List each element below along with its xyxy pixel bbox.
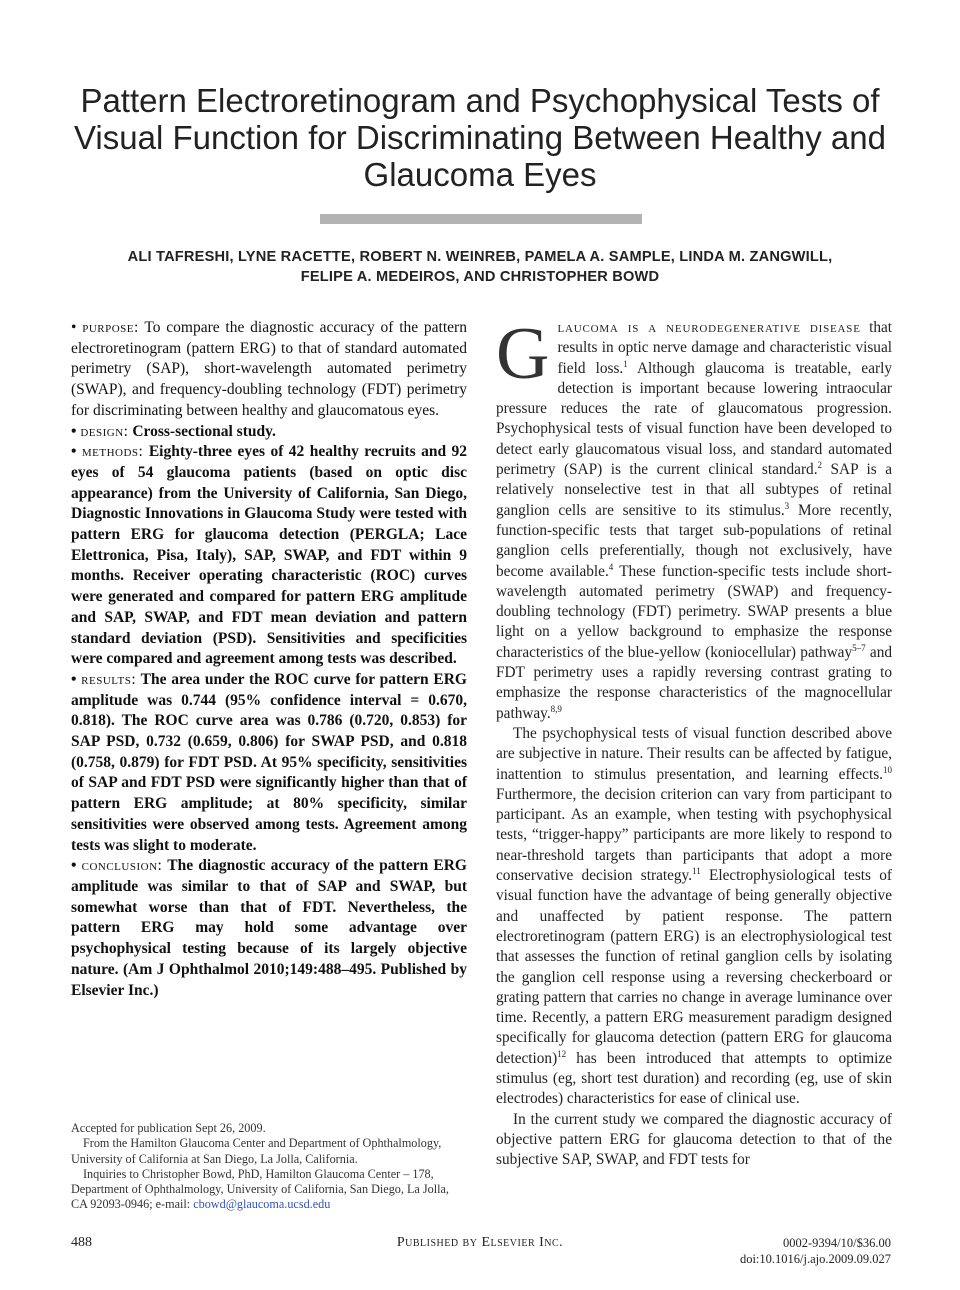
ref-link[interactable]: 12 [557, 1048, 567, 1059]
paragraph-1 [496, 313, 893, 724]
p1-text-d: More recently, function-specific tests that target sub-populations of retinal ganglion cells preferentially, though not exclusively, have become available. [496, 501, 892, 580]
ref-link[interactable]: 3 [784, 500, 790, 511]
ref-link[interactable]: 4 [608, 561, 614, 572]
affiliation-note: From the Hamilton Glaucoma Center and Department of Ophthalmology, University of California at San Diego, La Jolla, California. [71, 1136, 442, 1166]
methods-label: methods: [81, 443, 144, 461]
p1-text-a: that results in optic nerve damage and characteristic visual field loss. [557, 319, 893, 377]
ref-link[interactable]: 5–7 [852, 642, 866, 653]
abstract-design: • design: Cross-sectional study. [71, 422, 276, 440]
p2-text-c: Electrophysiological tests of visual function have the advantage of being generally objective and unaffected by patient response. The pattern electroretinogram (pattern ERG) is an electrophysiological test that assesses the function of retinal ganglion cells by isolating the ganglion cell response using a reversing checkerboard or grating pattern that carries no change in average luminance over time. Recently, a pattern ERG measurement paradigm designed specifically for glaucoma detection (pattern ERG for glaucoma detection) [496, 867, 893, 1067]
body-text [496, 313, 893, 1170]
p2-text-a: The psychophysical tests of visual function described above are subjective in nature. Their results can be affected by fatigue, inattention to stimulus presentation, and learning effects. [496, 724, 892, 783]
abstract-results: • results: The area under the ROC curve for pattern ERG amplitude was 0.744 (95% confidence interval = 0.670, 0.818). The ROC curve area was 0.786 (0.720, 0.853) for SAP PSD, 0.732 (0.659, 0.806) for SWAP PSD, and 0.818 (0.758, 0.879) for FDT PSD. At 95% specificity, sensitivities of SAP and FDT PSD were significantly higher than that of pattern ERG amplitude; at 80% specificity, similar sensitivities were observed among tests. Agreement among tests was slight to moderate. [71, 670, 467, 854]
p1-text-e: These function-specific tests include short-wavelength automated perimetry (SWAP) and frequency-doubling technology (FDT) perimetry. SWAP presents a blue light on a yellow background to emphasize the response characteristics of the blue-yellow (koniocellular) pathway [496, 562, 892, 661]
abstract-methods: • methods: Eighty-three eyes of 42 healthy recruits and 92 eyes of 54 glaucoma patients (based on optic disc appearance) from the University of California, San Diego, Diagnostic Innovations in Glaucoma Study were tested with pattern ERG for glaucoma detection (PERGLA; Lace Elettronica, Pisa, Italy), SAP, SWAP, and FDT within 9 months. Receiver operating characteristic (ROC) curves were generated and compared for pattern ERG amplitude and SAP, SWAP, and FDT mean deviation and pattern standard deviation (PSD). Sensitivities and specificities were compared and agreement among tests was described. [71, 443, 468, 668]
design-text: Cross-sectional study. [132, 422, 276, 440]
footer-identifiers [740, 1235, 891, 1267]
title-divider [320, 214, 642, 224]
doi[interactable]: doi:10.1016/j.ajo.2009.09.027 [739, 1252, 891, 1266]
opening-smallcaps: laucoma is a neurodegenerative disease [557, 319, 861, 336]
drop-cap: G [496, 313, 550, 395]
authors-line-1: ALI TAFRESHI, LYNE RACETTE, ROBERT N. WEINREB, PAMELA A. SAMPLE, LINDA M. ZANGWILL, [127, 249, 833, 265]
results-label: results: [81, 670, 137, 688]
email-link[interactable]: cbowd@glaucoma.ucsd.edu [193, 1197, 331, 1212]
accepted-note: Accepted for publication Sept 26, 2009. [71, 1121, 266, 1135]
article-title: Pattern Electroretinogram and Psychophysical Tests of Visual Function for Discriminating Between Healthy and Glaucoma Eyes [74, 82, 886, 193]
methods-text: Eighty-three eyes of 42 healthy recruits and 92 eyes of 54 glaucoma patients (based on optic disc appearance) from the University of California, San Diego, Diagnostic Innovations in Glaucoma Study were tested with pattern ERG for glaucoma detection (PERGLA; Lace Elettronica, Pisa, Italy), SAP, SWAP, and FDT within 9 months. Receiver operating characteristic (ROC) curves were generated and compared for pattern ERG amplitude and SAP, SWAP, and FDT mean deviation and pattern standard deviation (PSD). Sensitivities and specificities were compared and agreement among tests was described. [71, 443, 468, 668]
page-number: 488 [71, 1235, 92, 1250]
purpose-label: purpose: [82, 319, 139, 336]
author-list [60, 247, 900, 287]
inquiries-text: Inquiries to Christopher Bowd, PhD, Hamilton Glaucoma Center – 178, Department of Ophthalmology, University of California, San Diego, La Jolla, CA 92093-0946; e-mail: [71, 1166, 449, 1212]
ref-link[interactable]: 8,9 [550, 703, 562, 714]
design-label: design: [80, 422, 129, 440]
p2-text-b: Furthermore, the decision criterion can vary from participant to participant. As an example, when testing with psychophysical tests, “trigger-happy” participants are more likely to respond to near-threshold targets than participants that adopt a more conservative decision strategy. [496, 785, 892, 885]
ref-link[interactable]: 11 [692, 865, 701, 876]
p1-text-b: Although glaucoma is treatable, early detection is important because lowering intraocular pressure reduces the rate of glaucomatous progression. Psychophysical tests of visual function have been developed to detect early glaucomatous visual loss, and standard automated perimetry (SAP) is the current clinical standard. [496, 359, 892, 479]
purpose-text: To compare the diagnostic accuracy of the pattern electroretinogram (pattern ERG) to that of standard automated perimetry (SAP), short-wavelength automated perimetry (SWAP), and frequency-doubling technology (FDT) perimetry for discriminating between healthy and glaucomatous eyes. [71, 319, 467, 419]
p1-text-c: SAP is a relatively nonselective test in that all subtypes of retinal ganglion cells are sensitive to its stimulus. [496, 461, 892, 519]
paragraph-2 [496, 724, 892, 1110]
abstract-purpose: • purpose: To compare the diagnostic accuracy of the pattern electroretinogram (pattern ERG) to that of standard automated perimetry (SAP), short-wavelength automated perimetry (SWAP), and frequency-doubling technology (FDT) perimetry for discriminating between healthy and glaucomatous eyes. [71, 319, 467, 419]
abstract-conclusion: • conclusion: The diagnostic accuracy of the pattern ERG amplitude was similar to that of SAP and SWAP, but somewhat worse than that of FDT. Nevertheless, the pattern ERG may hold some advantage over psychophysical testing because of its largely objective nature. (Am J Ophthalmol 2010;149:488–495. Published by Elsevier Inc.) [71, 857, 467, 999]
inquiries-note [71, 1167, 467, 1213]
authors-line-2: FELIPE A. MEDEIROS, AND CHRISTOPHER BOWD [300, 269, 660, 285]
p2-text-d: has been introduced that attempts to optimize stimulus (eg, short test duration) and recording (eg, use of skin electrodes) characteristics for ease of clinical use. [496, 1049, 892, 1108]
abstract [71, 318, 467, 1001]
results-text: The area under the ROC curve for pattern ERG amplitude was 0.744 (95% confidence interval = 0.670, 0.818). The ROC curve area was 0.786 (0.720, 0.853) for SAP PSD, 0.732 (0.659, 0.806) for SWAP PSD, and 0.818 (0.758, 0.879) for FDT PSD. At 95% specificity, sensitivities of SAP and FDT PSD were significantly higher than that of pattern ERG amplitude; at 80% specificity, similar sensitivities were observed among tests. Agreement among tests was slight to moderate. [71, 670, 467, 854]
conclusion-label: conclusion: [81, 857, 163, 875]
paragraph-3: In the current study we compared the diagnostic accuracy of objective pattern ERG for glaucoma detection to that of the subjective SAP, SWAP, and FDT tests for [496, 1110, 892, 1169]
publisher-line: Published by Elsevier Inc. [396, 1235, 564, 1250]
ref-link[interactable]: 10 [883, 764, 892, 775]
ref-link[interactable]: 2 [817, 459, 823, 470]
ref-link[interactable]: 1 [623, 358, 628, 369]
conclusion-text: The diagnostic accuracy of the pattern ERG amplitude was similar to that of SAP and SWAP, but somewhat worse than that of FDT. Nevertheless, the pattern ERG may hold some advantage over psychophysical testing because of its largely objective nature. (Am J Ophthalmol 2010;149:488–495. Published by Elsevier Inc.) [71, 857, 467, 999]
p1-text-f: and FDT perimetry uses a rapidly reversing contrast grating to emphasize the response characteristics of the magnocellular pathway. [496, 643, 892, 722]
issn: 0002-9394/10/$36.00 [783, 1236, 891, 1250]
footnotes [71, 1121, 467, 1213]
